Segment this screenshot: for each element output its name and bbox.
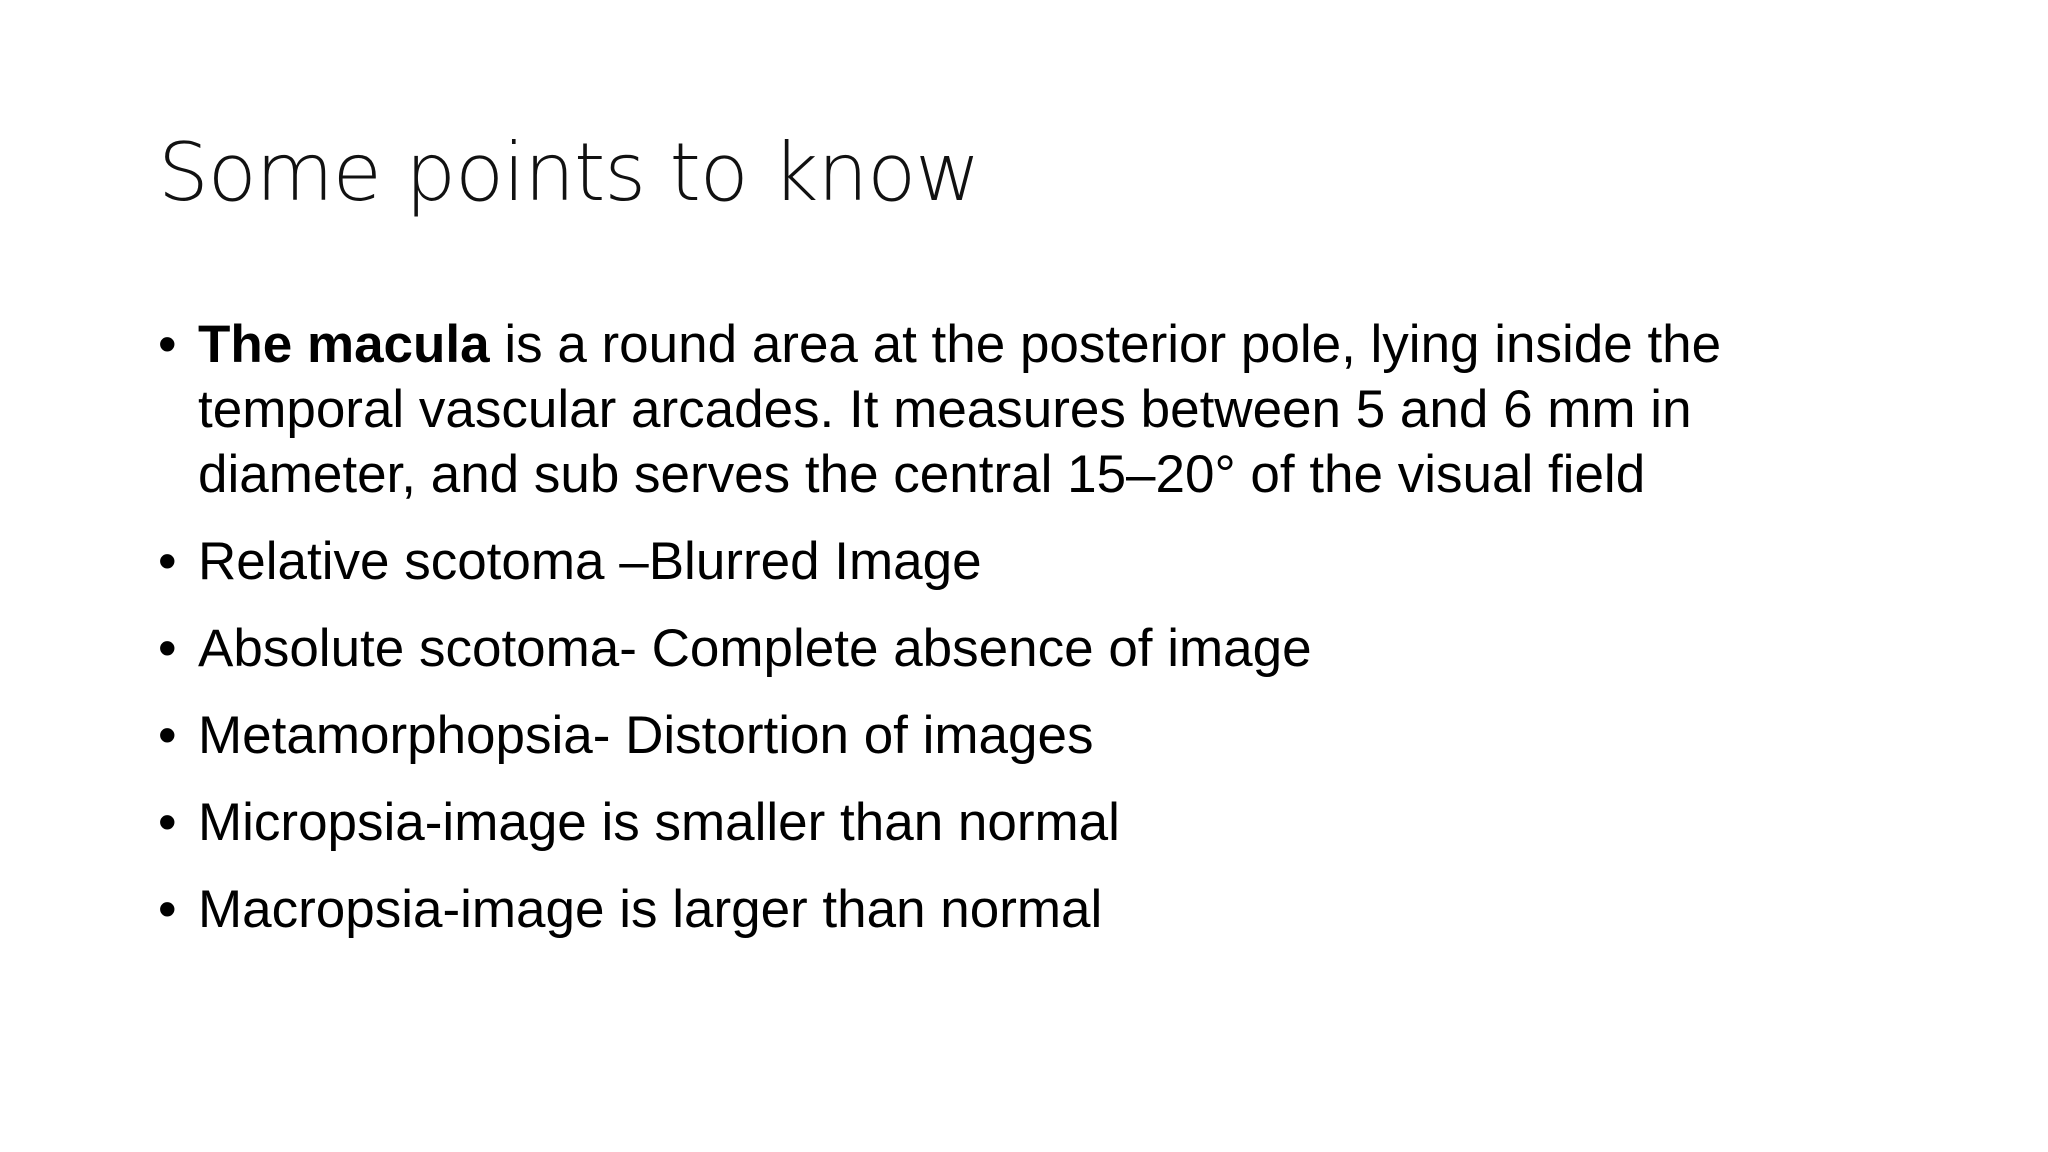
bullet-item-relative-scotoma [158,529,1878,594]
bullet-term-macula: The macula [198,315,490,374]
bullet-item-absolute-scotoma [158,616,1878,681]
bullet-text-absolute-scotoma: Absolute scotoma- Complete absence of image [198,619,1312,678]
bullet-icon: • [158,532,177,591]
bullet-text-metamorphopsia: Metamorphopsia- Distortion of images [198,706,1094,765]
slide-title: Some points to know [158,126,980,219]
bullet-item-macropsia [158,877,1878,942]
bullet-text-macropsia: Macropsia-image is larger than normal [198,880,1103,939]
bullet-icon: • [158,880,177,939]
bullet-icon: • [158,793,177,852]
bullet-list [158,312,1878,964]
bullet-text-macula: is a round area at the posterior pole, lying inside the temporal vascular arcades. It measures between 5 and 6 mm in diameter, and sub serves the central 15–20° of the visual field [198,315,1722,504]
bullet-item-micropsia [158,790,1878,855]
bullet-item-metamorphopsia [158,703,1878,768]
bullet-item-macula [158,312,1798,507]
bullet-icon: • [158,619,177,678]
bullet-icon: • [158,706,177,765]
bullet-text-relative-scotoma: Relative scotoma –Blurred Image [198,532,982,591]
bullet-icon: • [158,315,177,374]
bullet-text-micropsia: Micropsia-image is smaller than normal [198,793,1120,852]
